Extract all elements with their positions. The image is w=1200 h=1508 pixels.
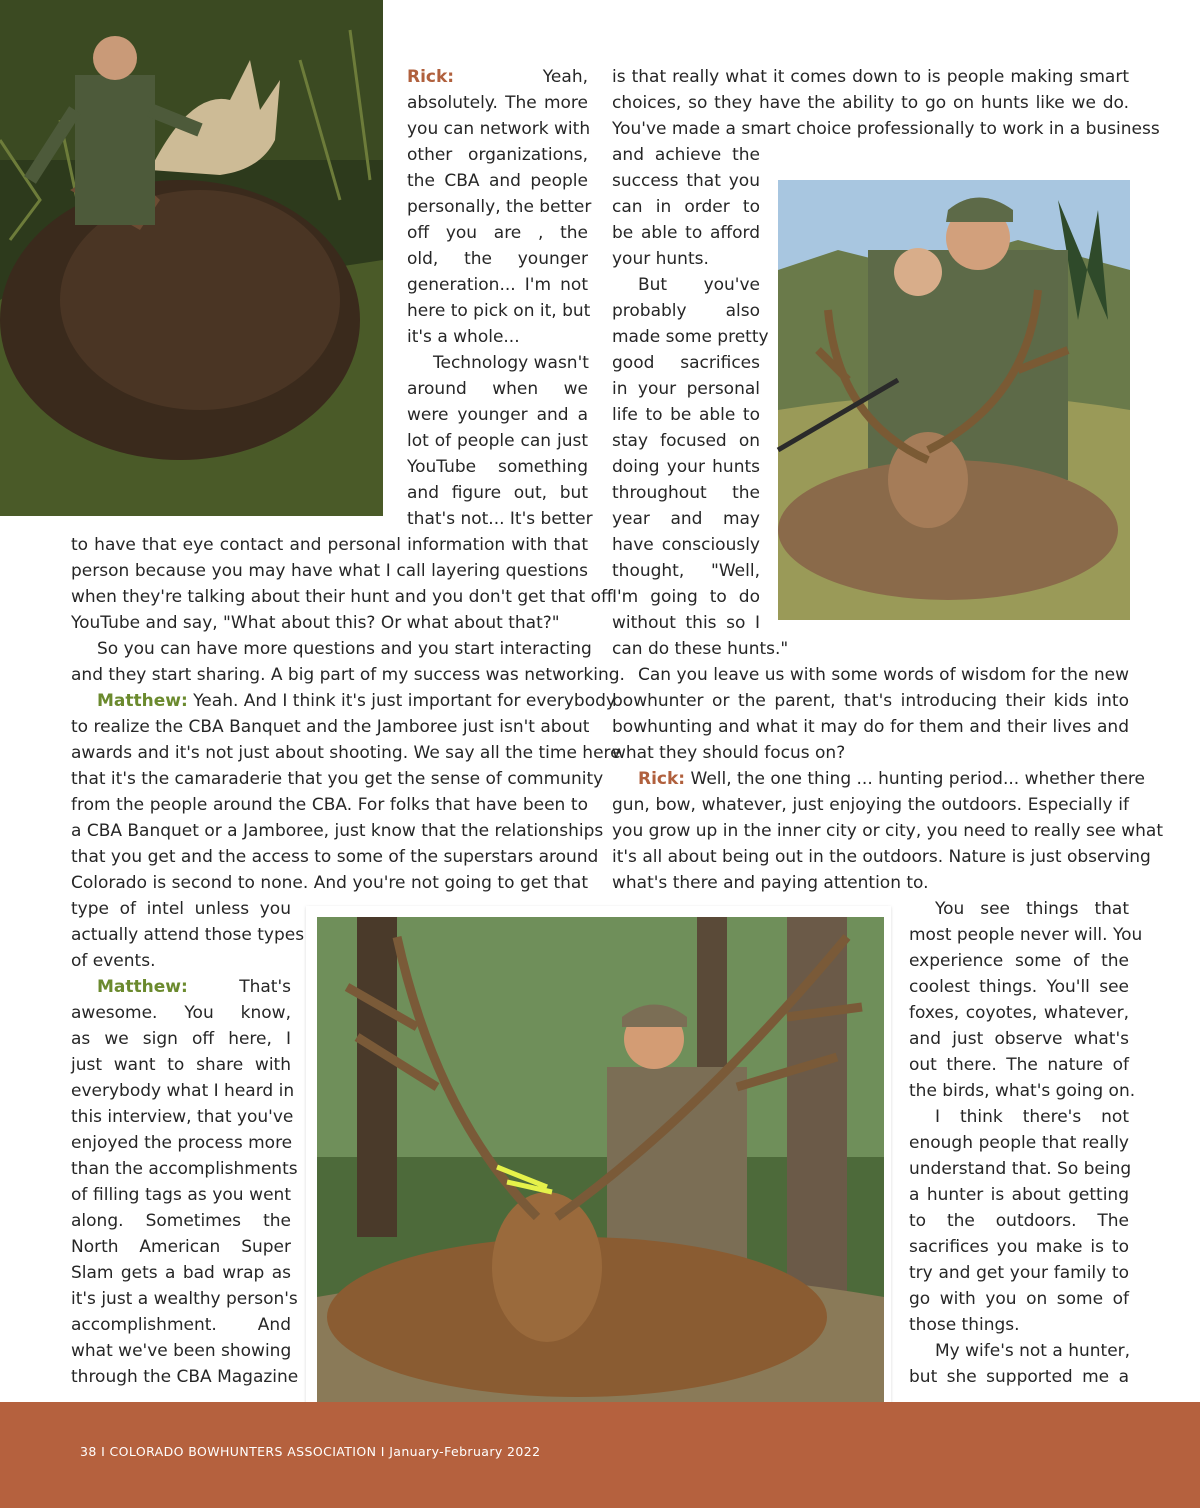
line-text: be able to afford (612, 223, 760, 243)
line-text: type of intel unless you (71, 899, 291, 919)
line-text: a hunter is about getting (909, 1185, 1129, 1205)
text-line (71, 1052, 291, 1078)
text-line (407, 220, 588, 246)
text-line (97, 688, 616, 714)
text-line (71, 870, 588, 896)
line-text: bowhunting and what it may do for them and their lives and (612, 717, 1129, 737)
line-text: as we sign off here, I (71, 1029, 291, 1049)
line-text: Technology wasn't (433, 353, 589, 373)
line-text: than the accomplishments (71, 1159, 298, 1179)
text-line (638, 272, 760, 298)
text-line (407, 324, 588, 350)
line-text: it's a whole... (407, 327, 520, 347)
line-text: what we've been showing (71, 1341, 292, 1361)
line-text: foxes, coyotes, whatever, (909, 1003, 1129, 1023)
line-text: that it's the camaraderie that you get the sense of community (71, 769, 604, 789)
line-text: this interview, that you've (71, 1107, 294, 1127)
speaker-name: Matthew: (97, 691, 188, 711)
line-text: is that really what it comes down to is people making smart (612, 67, 1129, 87)
line-text: everybody what I heard in (71, 1081, 295, 1101)
line-text: understand that. So being (909, 1159, 1132, 1179)
text-line (612, 480, 760, 506)
text-line (407, 402, 588, 428)
line-text: year and may (612, 509, 760, 529)
text-line (407, 480, 588, 506)
text-line (71, 610, 588, 636)
line-text: the birds, what's going on. (909, 1081, 1136, 1101)
line-text: actually attend those types (71, 925, 305, 945)
text-line (71, 1130, 291, 1156)
text-line (71, 1260, 291, 1286)
text-line (71, 844, 599, 870)
line-text: from the people around the CBA. For folks that have been to (71, 795, 588, 815)
line-text: of events. (71, 951, 156, 971)
text-line (909, 1286, 1129, 1312)
footer-text: 38 I COLORADO BOWHUNTERS ASSOCIATION I January-February 2022 (80, 1444, 541, 1459)
line-text: other organizations, (407, 145, 588, 165)
line-text: Colorado is second to none. And you're not going to get that (71, 873, 588, 893)
text-line (612, 532, 760, 558)
text-line (71, 1026, 291, 1052)
text-line (407, 246, 588, 272)
line-text: can in order to (612, 197, 760, 217)
text-line (612, 428, 760, 454)
line-text: awards and it's not just about shooting. We say all the time here (71, 743, 621, 763)
text-line (909, 922, 1143, 948)
line-text: life to be able to (612, 405, 760, 425)
line-text: off you are , the (407, 223, 588, 243)
line-text: most people never will. You (909, 925, 1143, 945)
text-line (407, 116, 591, 142)
text-line (909, 1234, 1129, 1260)
text-line (71, 532, 588, 558)
line-text: and achieve the (612, 145, 760, 165)
text-line (71, 792, 588, 818)
line-text: I think there's not (935, 1107, 1129, 1127)
line-text: here to pick on it, but (407, 301, 591, 321)
line-text: You've made a smart choice professionally to work in a business (612, 119, 1160, 139)
text-line (71, 1000, 291, 1026)
text-line (71, 1182, 291, 1208)
text-line (612, 64, 1129, 90)
line-text: to realize the CBA Banquet and the Jamboree just isn't about (71, 717, 590, 737)
text-line (909, 974, 1129, 1000)
elk-photo (317, 917, 884, 1407)
line-text: But you've (638, 275, 760, 295)
line-text: that's not... It's better (407, 509, 593, 529)
line-text: North American Super (71, 1237, 291, 1257)
text-line (71, 922, 305, 948)
line-text: it's just a wealthy person's (71, 1289, 298, 1309)
text-line (909, 1260, 1129, 1286)
text-line (909, 1364, 1129, 1390)
line-text: good sacrifices (612, 353, 760, 373)
text-line (909, 1078, 1136, 1104)
text-line (407, 298, 591, 324)
text-line (612, 246, 760, 272)
line-text: thought, "Well, (612, 561, 760, 581)
text-line (407, 506, 593, 532)
text-line (71, 558, 588, 584)
line-text: personally, the better (407, 197, 592, 217)
text-line (909, 1156, 1132, 1182)
text-line (612, 402, 760, 428)
text-line (612, 792, 1129, 818)
line-text: but she supported me a (909, 1367, 1129, 1387)
text-line (612, 454, 760, 480)
text-line (71, 1234, 291, 1260)
text-line (638, 662, 1129, 688)
text-line (638, 766, 1145, 792)
text-line (407, 168, 588, 194)
text-line (71, 818, 604, 844)
line-text: out there. The nature of (909, 1055, 1129, 1075)
line-text: you can network with (407, 119, 591, 139)
line-text: sacrifices you make is to (909, 1237, 1129, 1257)
line-text: I'm going to do (612, 587, 760, 607)
line-text: the CBA and people (407, 171, 588, 191)
line-text: YouTube and say, "What about this? Or what about that?" (71, 613, 560, 633)
text-line (612, 818, 1163, 844)
text-line (909, 948, 1129, 974)
line-text: and figure out, but (407, 483, 588, 503)
line-text: those things. (909, 1315, 1020, 1335)
text-line (909, 1130, 1129, 1156)
mule-deer-photo (778, 180, 1130, 620)
speaker-name: Rick: (407, 67, 455, 87)
speaker-name: Matthew: (97, 977, 188, 997)
text-line (935, 1338, 1129, 1364)
text-line (71, 740, 621, 766)
line-text: through the CBA Magazine (71, 1367, 299, 1387)
text-line (71, 584, 613, 610)
line-text: old, the younger (407, 249, 588, 269)
line-text: generation... I'm not (407, 275, 588, 295)
text-line (71, 1156, 298, 1182)
line-text: Yeah. And I think it's just important for everybody (187, 691, 616, 711)
text-line (612, 168, 760, 194)
line-text: probably also (612, 301, 760, 321)
text-line (612, 740, 1129, 766)
line-text: around when we (407, 379, 588, 399)
text-line (71, 1104, 294, 1130)
line-text: YouTube something (407, 457, 588, 477)
line-text: go with you on some of (909, 1289, 1129, 1309)
text-line (612, 844, 1151, 870)
line-text: enjoyed the process more (71, 1133, 293, 1153)
speaker-name: Rick: (638, 769, 686, 789)
line-text: bowhunter or the parent, that's introducing their kids into (612, 691, 1129, 711)
line-text: when they're talking about their hunt and you don't get that off (71, 587, 613, 607)
line-text: what's there and paying attention to. (612, 873, 929, 893)
text-line (612, 298, 760, 324)
line-text: Yeah, (454, 67, 588, 87)
text-line (909, 1000, 1129, 1026)
text-line (909, 1312, 1129, 1338)
line-text: try and get your family to (909, 1263, 1129, 1283)
line-text: Well, the one thing ... hunting period... whether there (685, 769, 1145, 789)
text-line (407, 142, 588, 168)
text-line (612, 688, 1129, 714)
text-line (407, 376, 588, 402)
line-text: So you can have more questions and you start interacting (97, 639, 592, 659)
line-text: doing your hunts (612, 457, 760, 477)
line-text: you grow up in the inner city or city, you need to really see what (612, 821, 1163, 841)
text-line (935, 1104, 1129, 1130)
line-text: without this so I (612, 613, 760, 633)
text-line (71, 766, 604, 792)
text-line (612, 350, 760, 376)
line-text: can do these hunts." (612, 639, 789, 659)
text-line (71, 1312, 291, 1338)
line-text: absolutely. The more (407, 93, 588, 113)
line-text: made some pretty (612, 327, 769, 347)
text-line (935, 896, 1129, 922)
text-line (71, 1338, 291, 1364)
text-line (407, 454, 588, 480)
text-line (612, 506, 760, 532)
text-line (612, 610, 760, 636)
text-line (407, 428, 588, 454)
line-text: choices, so they have the ability to go on hunts like we do. (612, 93, 1129, 113)
line-text: Slam gets a bad wrap as (71, 1263, 291, 1283)
text-line (612, 636, 789, 662)
text-line (97, 636, 592, 662)
text-line (612, 376, 760, 402)
line-text: gun, bow, whatever, just enjoying the outdoors. Especially if (612, 795, 1129, 815)
text-line (71, 1078, 295, 1104)
line-text: success that you (612, 171, 760, 191)
line-text: to the outdoors. The (909, 1211, 1129, 1231)
line-text: your hunts. (612, 249, 709, 269)
text-line (909, 1208, 1129, 1234)
line-text: experience some of the (909, 951, 1129, 971)
text-line (909, 1026, 1129, 1052)
line-text: of filling tags as you went (71, 1185, 291, 1205)
text-line (71, 896, 291, 922)
moose-photo (0, 0, 383, 516)
line-text: coolest things. You'll see (909, 977, 1129, 997)
text-line (71, 1208, 291, 1234)
line-text: and just observe what's (909, 1029, 1129, 1049)
line-text: My wife's not a hunter, (935, 1341, 1131, 1361)
text-line (612, 714, 1129, 740)
line-text: what they should focus on? (612, 743, 846, 763)
text-line (612, 90, 1129, 116)
line-text: Can you leave us with some words of wisdom for the new (638, 665, 1129, 685)
text-line (407, 90, 588, 116)
text-line (612, 220, 760, 246)
line-text: have consciously (612, 535, 760, 555)
text-line (909, 1182, 1129, 1208)
text-line (71, 1286, 298, 1312)
text-line (71, 714, 588, 740)
line-text: a CBA Banquet or a Jamboree, just know that the relationships (71, 821, 604, 841)
line-text: person because you may have what I call layering questions (71, 561, 588, 581)
text-line (612, 324, 769, 350)
text-line (407, 272, 588, 298)
line-text: accomplishment. And (71, 1315, 291, 1335)
line-text: enough people that really (909, 1133, 1129, 1153)
line-text: in your personal (612, 379, 760, 399)
text-line (612, 142, 760, 168)
text-line (71, 662, 625, 688)
text-line (612, 558, 760, 584)
line-text: were younger and a (407, 405, 588, 425)
text-line (71, 948, 291, 974)
text-line (407, 194, 592, 220)
line-text: just want to share with (71, 1055, 291, 1075)
line-text: awesome. You know, (71, 1003, 291, 1023)
line-text: to have that eye contact and personal information with that (71, 535, 588, 555)
text-line (612, 870, 1129, 896)
line-text: throughout the (612, 483, 760, 503)
text-line (407, 64, 588, 90)
text-line (433, 350, 588, 376)
text-line (71, 1364, 299, 1390)
line-text: That's (187, 977, 291, 997)
text-line (909, 1052, 1129, 1078)
line-text: stay focused on (612, 431, 760, 451)
line-text: You see things that (935, 899, 1129, 919)
text-line (612, 194, 760, 220)
line-text: and they start sharing. A big part of my success was networking. (71, 665, 625, 685)
text-line (612, 584, 760, 610)
line-text: along. Sometimes the (71, 1211, 291, 1231)
line-text: lot of people can just (407, 431, 588, 451)
line-text: that you get and the access to some of the superstars around (71, 847, 599, 867)
text-line (612, 116, 1160, 142)
line-text: it's all about being out in the outdoors. Nature is just observing (612, 847, 1151, 867)
text-line (97, 974, 291, 1000)
